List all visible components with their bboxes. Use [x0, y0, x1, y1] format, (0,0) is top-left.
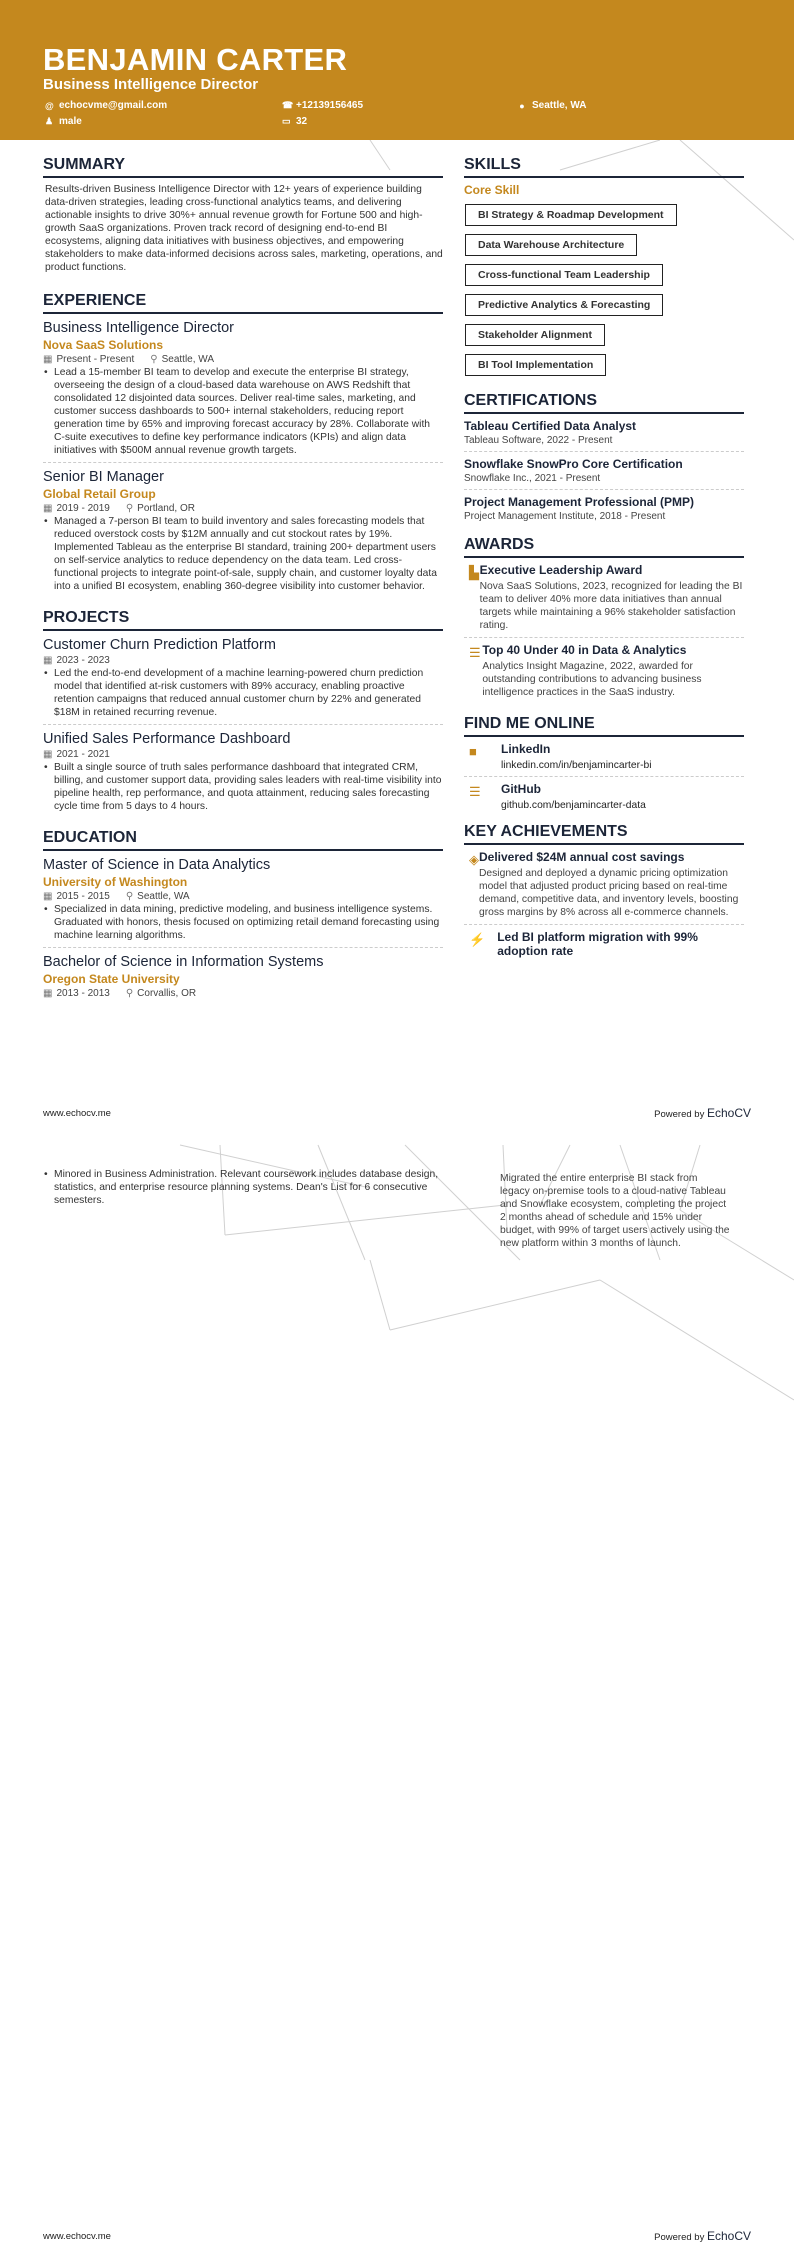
contact-age — [282, 116, 307, 127]
age-text: 32 — [296, 116, 308, 127]
lightning-icon: ⚡ — [469, 932, 486, 947]
bullet: • Minored in Business Administration. Relevant coursework includes database design, statistics, and enterprise resource planning systems. Dean's List for 6 consecutive semesters. — [43, 1168, 443, 1207]
map-pin-icon: ⚲ — [125, 988, 134, 999]
location: ⚲ Portland, OR — [125, 503, 195, 514]
skill-group-label: Core Skill — [464, 183, 520, 197]
footer-site[interactable]: www.echocv.me — [43, 2231, 111, 2242]
award-item — [464, 643, 744, 699]
calendar-icon: ▦ — [43, 988, 53, 999]
brand-name: EchoCV — [706, 1106, 751, 1120]
award-item — [464, 563, 744, 632]
dates: ▦ Present - Present — [43, 354, 135, 365]
left-column — [43, 142, 443, 1000]
award-desc: Analytics Insight Magazine, 2022, awarded for outstanding contributions to advancing business intelligence practices in the SaaS industry. — [482, 661, 702, 698]
online-label: GitHub — [501, 782, 541, 796]
bullet: • Lead a 15-member BI team to develop and execute the enterprise BI strategy, overseeing the design of a cloud-based data warehouse on AWS Redshift that consolidated 12 disjointed data sources. Deliver real-time sales, marketing, and customer success dashboards to 500+ internal stakeholders, reducing report generation time by 65% and improving forecast accuracy by 28%. Collaborate with C-suite executives to define key performance indicators (KPIs) and align data initiatives with $500M annual revenue growth targets. — [43, 366, 443, 457]
skill-tag: BI Tool Implementation — [465, 354, 606, 376]
skill-tag: Predictive Analytics & Forecasting — [465, 294, 663, 316]
location: ⚲ Corvallis, OR — [125, 988, 197, 999]
gender-text: male — [59, 116, 82, 127]
online-url[interactable]: github.com/benjamincarter-data — [501, 800, 646, 811]
calendar-icon: ▦ — [43, 503, 53, 514]
bullet: • Managed a 7-person BI team to build inventory and sales forecasting models that reduced overstock costs by $12M annually and cut stockout rates by 19%. Implemented Tableau as the enterprise BI standard, training 200+ department users on self-service analytics to reduce dependency on the data team. Led cross-functional projects to integrate point-of-sale, supply chain, and customer loyalty data into a unified BI ecosystem, enabling 360-degree visibility into customer behavior. — [43, 515, 443, 593]
map-pin-icon: ● — [519, 100, 525, 111]
divider — [464, 451, 744, 452]
job-title: Business Intelligence Director — [43, 320, 235, 336]
cert-issuer: Project Management Institute, 2018 - Present — [464, 511, 666, 522]
footer-powered: Powered by EchoCV — [654, 1106, 751, 1120]
experience-item — [43, 320, 443, 457]
section-heading-education: EDUCATION — [43, 829, 443, 851]
chat-bubble-icon: ■ — [469, 744, 477, 759]
online-item[interactable] — [464, 782, 744, 811]
divider — [464, 489, 744, 490]
bullet: • Led the end-to-end development of a machine learning-powered churn prediction model that identified at-risk customers with 89% accuracy, enabling proactive retention campaigns that reduced annual customer churn by 22% and generated $18M in retained recurring revenue. — [43, 667, 443, 719]
achievement-item — [464, 850, 744, 919]
contact-location — [518, 100, 586, 111]
phone-icon: ☎ — [282, 100, 294, 110]
code-icon: ◈ — [469, 852, 479, 867]
section-heading-online: FIND ME ONLINE — [464, 715, 744, 737]
school-name: Oregon State University — [43, 972, 180, 986]
award-title: Executive Leadership Award — [479, 563, 643, 577]
dates: ▦ 2013 - 2013 — [43, 988, 110, 999]
divider — [464, 924, 744, 925]
achievement-desc: Designed and deployed a dynamic pricing optimization model that adjusted product pricing based on real-time demand, competitive data, and inventory levels, boosting gross margins by 8% across all e-commerce channels. — [479, 868, 739, 918]
contact-email[interactable] — [45, 100, 167, 111]
brand-name: EchoCV — [706, 2229, 751, 2243]
contact-phone[interactable] — [282, 100, 363, 111]
achievement-desc-continued: Migrated the entire enterprise BI stack from legacy on-premise tools to a cloud-native Tableau and Snowflake ecosystem, completing the project 2 months ahead of schedule and 15% under budget, with 99% of target users actively using the new platform within 3 months of launch. — [500, 1173, 730, 1249]
divider — [464, 776, 744, 777]
map-pin-icon: ⚲ — [125, 503, 134, 514]
divider — [43, 462, 443, 463]
cert-name: Tableau Certified Data Analyst — [464, 419, 637, 433]
section-heading-certifications: CERTIFICATIONS — [464, 392, 744, 414]
section-heading-summary: SUMMARY — [43, 156, 443, 178]
cert-name: Snowflake SnowPro Core Certification — [464, 457, 683, 471]
company-name: Nova SaaS Solutions — [43, 338, 164, 352]
cert-issuer: Tableau Software, 2022 - Present — [464, 435, 613, 446]
bullet: • Built a single source of truth sales performance dashboard that integrated CRM, billing, and customer support data, providing sales leaders with real-time visibility into pipeline health, rep performance, and quota attainment, reducing sales forecasting cycle time from 5 days to 4 hours. — [43, 761, 443, 813]
calendar-icon: ▦ — [43, 749, 53, 760]
lines-icon: ☰ — [469, 645, 481, 660]
education-item — [43, 954, 443, 999]
experience-item — [43, 469, 443, 593]
skill-tag: Data Warehouse Architecture — [465, 234, 637, 256]
education-continued — [43, 1168, 443, 1207]
section-heading-experience: EXPERIENCE — [43, 292, 443, 314]
dates: ▦ 2015 - 2015 — [43, 891, 110, 902]
award-desc: Nova SaaS Solutions, 2023, recognized for leading the BI team to deliver 40% more data initiatives than annual targets while maintaining a 96% stakeholder satisfaction rating. — [479, 581, 743, 631]
calendar-icon: ▭ — [282, 116, 291, 126]
location: ⚲ Seattle, WA — [125, 891, 190, 902]
skill-tag: BI Strategy & Roadmap Development — [465, 204, 677, 226]
calendar-icon: ▦ — [43, 354, 53, 365]
award-title: Top 40 Under 40 in Data & Analytics — [482, 643, 687, 657]
divider — [464, 637, 744, 638]
footer-site[interactable]: www.echocv.me — [43, 1108, 111, 1119]
online-item[interactable] — [464, 742, 744, 771]
dates: ▦ 2019 - 2019 — [43, 503, 110, 514]
education-item — [43, 857, 443, 942]
phone-text: +12139156465 — [296, 100, 364, 111]
summary-text: Results-driven Business Intelligence Director with 12+ years of experience building data-driven strategies, leading cross-functional analytics teams, and delivering actionable insights to drive 30%+ annual revenue growth for Fortune 500 and high-growth SaaS organizations. Proven track record of designing end-to-end BI ecosystems, aligning data initiatives with business objectives, and empowering stakeholders to make data-informed decisions across sales, marketing, operations, and product functions. — [45, 184, 443, 273]
calendar-icon: ▦ — [43, 655, 53, 666]
section-heading-skills: SKILLS — [464, 156, 744, 178]
degree: Bachelor of Science in Information Systems — [43, 954, 324, 970]
at-icon: @ — [45, 100, 54, 111]
project-title: Customer Churn Prediction Platform — [43, 637, 276, 653]
divider — [43, 947, 443, 948]
location-text: Seattle, WA — [532, 100, 587, 111]
section-heading-projects: PROJECTS — [43, 609, 443, 631]
location: ⚲ Seattle, WA — [150, 354, 215, 365]
job-title: Senior BI Manager — [43, 469, 164, 485]
online-url[interactable]: linkedin.com/in/benjamincarter-bi — [501, 760, 652, 771]
email-text: echocvme@gmail.com — [59, 100, 168, 111]
document-icon: ▙ — [469, 565, 479, 580]
map-pin-icon: ⚲ — [150, 354, 158, 365]
achievement-title: Delivered $24M annual cost savings — [479, 850, 685, 864]
project-title: Unified Sales Performance Dashboard — [43, 731, 291, 747]
calendar-icon: ▦ — [43, 891, 53, 902]
section-heading-achievements: KEY ACHIEVEMENTS — [464, 823, 744, 845]
cert-issuer: Snowflake Inc., 2021 - Present — [464, 473, 601, 484]
bullet: • Specialized in data mining, predictive modeling, and business intelligence systems. Graduated with honors, thesis focused on optimizing retail demand forecasting using machine learning algorithms. — [43, 903, 443, 942]
achievement-title: Led BI platform migration with 99% adoption rate — [497, 930, 698, 958]
school-name: University of Washington — [43, 875, 188, 889]
header — [0, 0, 794, 140]
skill-tag: Cross-functional Team Leadership — [465, 264, 663, 286]
skill-tag: Stakeholder Alignment — [465, 324, 605, 346]
dates: ▦ 2021 - 2021 — [43, 749, 110, 760]
candidate-name: BENJAMIN CARTER — [43, 42, 348, 77]
project-item — [43, 637, 443, 719]
footer-powered: Powered by EchoCV — [654, 2229, 751, 2243]
degree: Master of Science in Data Analytics — [43, 857, 271, 873]
divider — [43, 724, 443, 725]
section-heading-awards: AWARDS — [464, 536, 744, 558]
achievement-item — [464, 930, 744, 958]
right-column — [464, 142, 744, 958]
lines-icon: ☰ — [469, 784, 481, 799]
person-icon: ♟ — [45, 116, 54, 126]
company-name: Global Retail Group — [43, 487, 156, 501]
contact-gender — [45, 116, 82, 127]
project-item — [43, 731, 443, 813]
online-label: LinkedIn — [501, 742, 551, 756]
map-pin-icon: ⚲ — [125, 891, 134, 902]
cert-name: Project Management Professional (PMP) — [464, 495, 695, 509]
candidate-title: Business Intelligence Director — [43, 76, 259, 93]
dates: ▦ 2023 - 2023 — [43, 655, 110, 666]
